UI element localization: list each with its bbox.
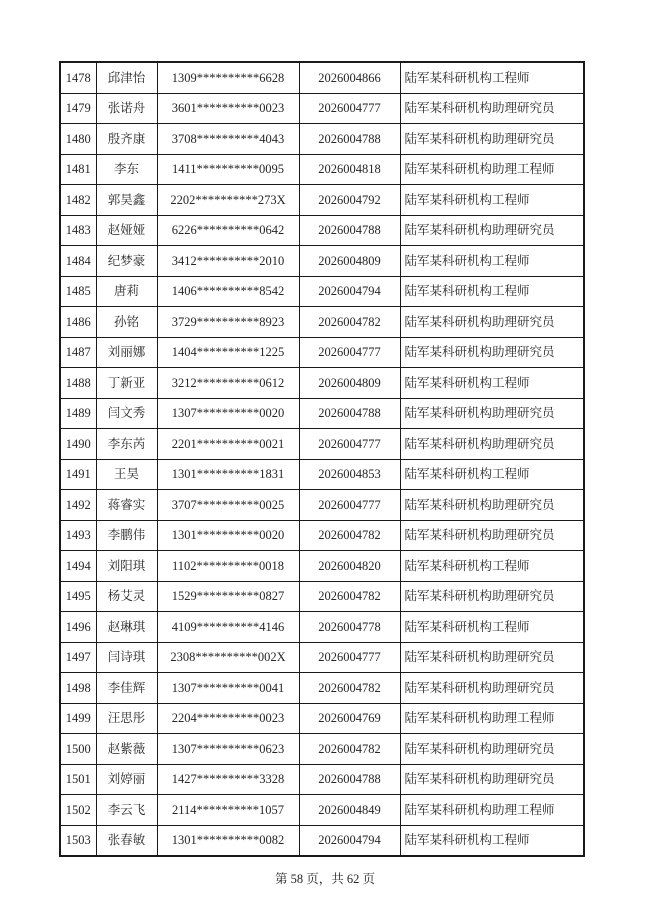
code-cell: 2026004866 (299, 62, 400, 93)
serial-cell: 1480 (60, 124, 96, 155)
job-title-cell: 陆军某科研机构助理研究员 (400, 93, 584, 124)
name-cell: 赵琳琪 (96, 612, 157, 643)
job-title-cell: 陆军某科研机构助理工程师 (400, 703, 584, 734)
name-cell: 赵紫薇 (96, 734, 157, 765)
name-cell: 李鹏伟 (96, 520, 157, 551)
name-cell: 张诺舟 (96, 93, 157, 124)
name-cell: 蒋睿实 (96, 490, 157, 521)
page-number-footer: 第 58 页，共 62 页 (274, 872, 375, 886)
code-cell: 2026004777 (299, 429, 400, 460)
serial-cell: 1502 (60, 795, 96, 826)
id-number-cell: 1529**********0827 (157, 581, 299, 612)
code-cell: 2026004818 (299, 154, 400, 185)
name-cell: 李云飞 (96, 795, 157, 826)
serial-cell: 1501 (60, 764, 96, 795)
name-cell: 王昊 (96, 459, 157, 490)
serial-cell: 1494 (60, 551, 96, 582)
name-cell: 闫文秀 (96, 398, 157, 429)
name-cell: 赵娅娅 (96, 215, 157, 246)
job-title-cell: 陆军某科研机构助理研究员 (400, 764, 584, 795)
id-number-cell: 1301**********0020 (157, 520, 299, 551)
job-title-cell: 陆军某科研机构助理研究员 (400, 520, 584, 551)
table-row (60, 703, 584, 734)
code-cell: 2026004777 (299, 642, 400, 673)
table-row (60, 215, 584, 246)
serial-cell: 1495 (60, 581, 96, 612)
name-cell: 李东芮 (96, 429, 157, 460)
name-cell: 李东 (96, 154, 157, 185)
job-title-cell: 陆军某科研机构助理工程师 (400, 795, 584, 826)
serial-cell: 1499 (60, 703, 96, 734)
id-number-cell: 2308**********002X (157, 642, 299, 673)
personnel-table (59, 61, 585, 857)
table-row (60, 93, 584, 124)
name-cell: 刘阳琪 (96, 551, 157, 582)
job-title-cell: 陆军某科研机构工程师 (400, 185, 584, 216)
serial-cell: 1490 (60, 429, 96, 460)
serial-cell: 1488 (60, 368, 96, 399)
serial-cell: 1478 (60, 62, 96, 93)
serial-cell: 1486 (60, 307, 96, 338)
serial-cell: 1493 (60, 520, 96, 551)
serial-cell: 1491 (60, 459, 96, 490)
job-title-cell: 陆军某科研机构助理研究员 (400, 124, 584, 155)
id-number-cell: 3729**********8923 (157, 307, 299, 338)
code-cell: 2026004788 (299, 124, 400, 155)
code-cell: 2026004794 (299, 276, 400, 307)
name-cell: 纪梦豪 (96, 246, 157, 277)
id-number-cell: 1427**********3328 (157, 764, 299, 795)
code-cell: 2026004782 (299, 734, 400, 765)
job-title-cell: 陆军某科研机构助理研究员 (400, 673, 584, 704)
table-row (60, 825, 584, 856)
id-number-cell: 1301**********0082 (157, 825, 299, 856)
name-cell: 孙铭 (96, 307, 157, 338)
serial-cell: 1483 (60, 215, 96, 246)
serial-cell: 1489 (60, 398, 96, 429)
job-title-cell: 陆军某科研机构工程师 (400, 612, 584, 643)
name-cell: 刘丽娜 (96, 337, 157, 368)
serial-cell: 1484 (60, 246, 96, 277)
id-number-cell: 6226**********0642 (157, 215, 299, 246)
code-cell: 2026004778 (299, 612, 400, 643)
id-number-cell: 3412**********2010 (157, 246, 299, 277)
code-cell: 2026004777 (299, 490, 400, 521)
code-cell: 2026004788 (299, 215, 400, 246)
job-title-cell: 陆军某科研机构助理研究员 (400, 490, 584, 521)
code-cell: 2026004849 (299, 795, 400, 826)
name-cell: 殷齐康 (96, 124, 157, 155)
code-cell: 2026004782 (299, 307, 400, 338)
code-cell: 2026004794 (299, 825, 400, 856)
table-row (60, 581, 584, 612)
job-title-cell: 陆军某科研机构工程师 (400, 276, 584, 307)
job-title-cell: 陆军某科研机构助理研究员 (400, 581, 584, 612)
id-number-cell: 1301**********1831 (157, 459, 299, 490)
job-title-cell: 陆军某科研机构工程师 (400, 459, 584, 490)
job-title-cell: 陆军某科研机构助理研究员 (400, 398, 584, 429)
id-number-cell: 1406**********8542 (157, 276, 299, 307)
id-number-cell: 1307**********0020 (157, 398, 299, 429)
id-number-cell: 3708**********4043 (157, 124, 299, 155)
job-title-cell: 陆军某科研机构助理研究员 (400, 215, 584, 246)
table-row (60, 490, 584, 521)
id-number-cell: 1102**********0018 (157, 551, 299, 582)
job-title-cell: 陆军某科研机构工程师 (400, 825, 584, 856)
name-cell: 丁新亚 (96, 368, 157, 399)
id-number-cell: 2204**********0023 (157, 703, 299, 734)
id-number-cell: 2201**********0021 (157, 429, 299, 460)
id-number-cell: 4109**********4146 (157, 612, 299, 643)
id-number-cell: 2202**********273X (157, 185, 299, 216)
serial-cell: 1497 (60, 642, 96, 673)
table-row (60, 612, 584, 643)
job-title-cell: 陆军某科研机构工程师 (400, 246, 584, 277)
id-number-cell: 1411**********0095 (157, 154, 299, 185)
serial-cell: 1479 (60, 93, 96, 124)
name-cell: 刘婷丽 (96, 764, 157, 795)
job-title-cell: 陆军某科研机构工程师 (400, 368, 584, 399)
job-title-cell: 陆军某科研机构助理研究员 (400, 429, 584, 460)
serial-cell: 1500 (60, 734, 96, 765)
name-cell: 汪思彤 (96, 703, 157, 734)
name-cell: 李佳辉 (96, 673, 157, 704)
name-cell: 唐莉 (96, 276, 157, 307)
table-row (60, 307, 584, 338)
serial-cell: 1492 (60, 490, 96, 521)
table-row (60, 764, 584, 795)
table-row (60, 62, 584, 93)
id-number-cell: 3601**********0023 (157, 93, 299, 124)
table-row (60, 337, 584, 368)
job-title-cell: 陆军某科研机构助理研究员 (400, 337, 584, 368)
table-row (60, 520, 584, 551)
table-row (60, 551, 584, 582)
table-row (60, 673, 584, 704)
name-cell: 杨艾灵 (96, 581, 157, 612)
job-title-cell: 陆军某科研机构助理研究员 (400, 642, 584, 673)
serial-cell: 1498 (60, 673, 96, 704)
code-cell: 2026004788 (299, 764, 400, 795)
table-row (60, 459, 584, 490)
table-row (60, 154, 584, 185)
code-cell: 2026004820 (299, 551, 400, 582)
table-row (60, 795, 584, 826)
job-title-cell: 陆军某科研机构工程师 (400, 551, 584, 582)
code-cell: 2026004769 (299, 703, 400, 734)
id-number-cell: 3707**********0025 (157, 490, 299, 521)
id-number-cell: 1309**********6628 (157, 62, 299, 93)
serial-cell: 1487 (60, 337, 96, 368)
code-cell: 2026004782 (299, 581, 400, 612)
serial-cell: 1485 (60, 276, 96, 307)
table-row (60, 185, 584, 216)
id-number-cell: 1307**********0623 (157, 734, 299, 765)
table-row (60, 368, 584, 399)
serial-cell: 1482 (60, 185, 96, 216)
table-row (60, 276, 584, 307)
serial-cell: 1503 (60, 825, 96, 856)
id-number-cell: 1404**********1225 (157, 337, 299, 368)
table-row (60, 429, 584, 460)
table-row (60, 642, 584, 673)
code-cell: 2026004792 (299, 185, 400, 216)
code-cell: 2026004788 (299, 398, 400, 429)
job-title-cell: 陆军某科研机构助理工程师 (400, 154, 584, 185)
id-number-cell: 3212**********0612 (157, 368, 299, 399)
name-cell: 邱津怡 (96, 62, 157, 93)
code-cell: 2026004782 (299, 520, 400, 551)
id-number-cell: 2114**********1057 (157, 795, 299, 826)
table-row (60, 124, 584, 155)
job-title-cell: 陆军某科研机构助理研究员 (400, 734, 584, 765)
name-cell: 闫诗琪 (96, 642, 157, 673)
code-cell: 2026004853 (299, 459, 400, 490)
name-cell: 郭昊鑫 (96, 185, 157, 216)
table-row (60, 734, 584, 765)
serial-cell: 1496 (60, 612, 96, 643)
job-title-cell: 陆军某科研机构助理研究员 (400, 307, 584, 338)
table-body (60, 62, 584, 856)
id-number-cell: 1307**********0041 (157, 673, 299, 704)
name-cell: 张春敏 (96, 825, 157, 856)
code-cell: 2026004809 (299, 246, 400, 277)
code-cell: 2026004777 (299, 337, 400, 368)
code-cell: 2026004809 (299, 368, 400, 399)
table-row (60, 246, 584, 277)
code-cell: 2026004777 (299, 93, 400, 124)
table-row (60, 398, 584, 429)
code-cell: 2026004782 (299, 673, 400, 704)
job-title-cell: 陆军某科研机构工程师 (400, 62, 584, 93)
serial-cell: 1481 (60, 154, 96, 185)
